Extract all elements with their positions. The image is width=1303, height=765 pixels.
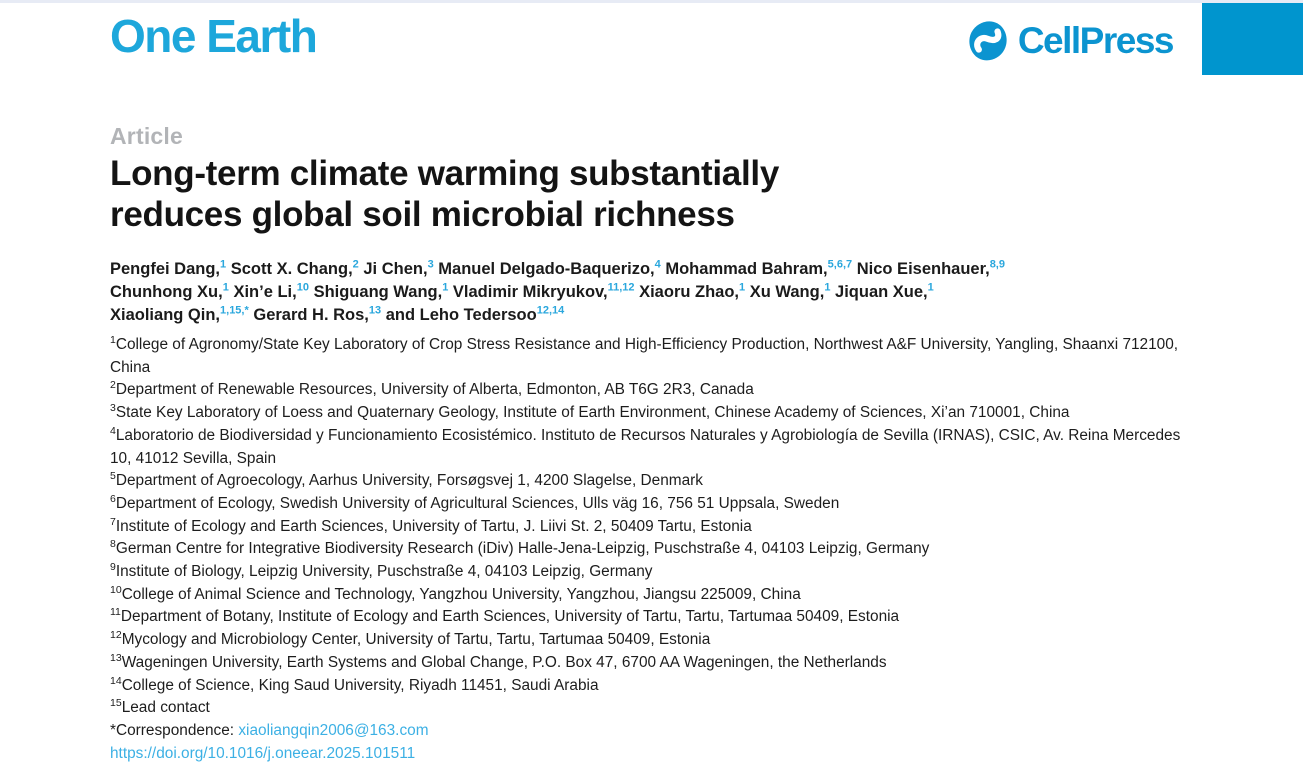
affiliation-line (110, 538, 1202, 561)
author-name: Pengfei Dang, (110, 260, 221, 278)
affiliation-line (110, 470, 1202, 493)
affiliation-text: German Centre for Integrative Biodiversity Research (iDiv) Halle-Jena-Leipzig, Puschstraße 4, 04103 Leipzig, Germany (115, 540, 930, 558)
author-superscript: 2 (352, 258, 359, 271)
correspondence-label: *Correspondence: (110, 721, 239, 739)
affiliation-text: Department of Renewable Resources, University of Alberta, Edmonton, AB T6G 2R3, Canada (115, 381, 754, 399)
affiliation-line (110, 493, 1202, 516)
affiliation-line (110, 402, 1202, 425)
affiliation-text: Mycology and Microbiology Center, University of Tartu, Tartu, Tartumaa 50409, Estonia (121, 631, 711, 649)
correspondence-line (110, 720, 1202, 743)
affiliation-superscript: 11 (110, 606, 121, 619)
affiliation-text: State Key Laboratory of Loess and Quaternary Geology, Institute of Earth Environment, Chinese Academy of Sciences, Xi’an 710001, China (115, 404, 1070, 422)
author-line (110, 304, 1202, 327)
affiliation-line (110, 697, 1202, 720)
author-superscript: 8,9 (989, 258, 1005, 271)
author-superscript: 12,14 (536, 304, 565, 317)
affiliation-superscript: 15 (110, 697, 122, 710)
author-superscript: 11,12 (607, 281, 635, 294)
affiliation-superscript: 13 (110, 651, 122, 664)
affiliation-superscript: 8 (110, 538, 116, 551)
author-name: Xiaoru Zhao, (639, 283, 740, 301)
affiliation-list (110, 334, 1202, 720)
author-superscript: 1 (824, 281, 831, 294)
affiliation-text: Department of Botany, Institute of Ecology and Earth Sciences, University of Tartu, Tartu, Tartumaa 50409, Estonia (120, 608, 900, 626)
author-name: Xu Wang, (749, 283, 825, 301)
author-superscript: 5,6,7 (827, 258, 853, 271)
author-superscript: 13 (368, 304, 382, 317)
author-superscript: 1,15,* (220, 304, 249, 317)
affiliation-superscript: 5 (110, 470, 116, 483)
author-superscript: 10 (296, 281, 309, 294)
publisher-logo (967, 20, 1173, 62)
affiliation-line (110, 425, 1202, 470)
article-title-line1: Long-term climate warming substantially (110, 154, 779, 193)
author-superscript: 1 (220, 258, 227, 271)
publisher-logo-text: CellPress (1017, 20, 1173, 61)
affiliation-superscript: 2 (110, 379, 116, 392)
affiliation-text: College of Agronomy/State Key Laboratory of Crop Stress Resistance and High-Efficiency Production, Northwest A&F University, Yangling, Shaanxi 712100, China (110, 336, 1179, 376)
corner-accent-box (1202, 3, 1303, 75)
journal-logo: One Earth (110, 10, 317, 62)
affiliation-text: Laboratorio de Biodiversidad y Funcionamiento Ecosistémico. Instituto de Recursos Naturales y Agrobiología de Sevilla (IRNAS), CSIC, Av. Reina Mercedes 10, 41012 Sevilla, Spain (110, 426, 1181, 467)
affiliation-text: Lead contact (121, 699, 210, 717)
affiliation-line (110, 584, 1202, 607)
author-superscript: 3 (427, 258, 434, 271)
affiliation-text: Institute of Biology, Leipzig University, Puschstraße 4, 04103 Leipzig, Germany (115, 563, 653, 581)
author-superscript: 1 (739, 281, 746, 294)
affiliation-text: Department of Ecology, Swedish University of Agricultural Sciences, Ulls väg 16, 756 51 Uppsala, Sweden (115, 494, 840, 512)
author-line (110, 258, 1202, 281)
author-name: Xiaoliang Qin, (110, 306, 221, 324)
author-line (110, 281, 1202, 304)
author-name: Chunhong Xu, (110, 283, 223, 301)
affiliation-superscript: 14 (110, 674, 122, 687)
cellpress-icon (967, 20, 1009, 62)
doi-link[interactable]: https://doi.org/10.1016/j.oneear.2025.101511 (110, 744, 416, 762)
author-superscript: 4 (654, 258, 661, 271)
affiliation-superscript: 6 (110, 492, 116, 505)
affiliation-line (110, 334, 1202, 379)
affiliation-superscript: 12 (110, 629, 122, 642)
author-name: Mohammad Bahram, (665, 260, 828, 278)
author-name: Scott X. Chang, (230, 260, 353, 278)
article-title (110, 153, 1202, 235)
affiliation-line (110, 379, 1202, 402)
doi-line (110, 743, 1202, 765)
affiliation-line (110, 606, 1202, 629)
author-superscript: 1 (442, 281, 449, 294)
author-name: Xin’e Li, (233, 283, 297, 301)
author-name: Vladimir Mikryukov, (452, 283, 608, 301)
article-front-matter (110, 123, 1202, 765)
affiliation-line (110, 652, 1202, 675)
affiliation-superscript: 4 (110, 424, 116, 437)
author-name: Nico Eisenhauer, (856, 260, 990, 278)
affiliation-line (110, 516, 1202, 539)
article-title-line2: reduces global soil microbial richness (110, 195, 735, 234)
author-name: Manuel Delgado-Baquerizo, (438, 260, 655, 278)
affiliation-superscript: 3 (110, 401, 116, 414)
affiliation-line (110, 561, 1202, 584)
affiliation-text: Department of Agroecology, Aarhus University, Forsøgsvej 1, 4200 Slagelse, Denmark (115, 472, 703, 490)
author-superscript: 1 (927, 281, 934, 294)
affiliation-text: Wageningen University, Earth Systems and Global Change, P.O. Box 47, 6700 AA Wageningen, the Netherlands (121, 653, 887, 671)
author-name: and Leho Tedersoo (385, 306, 537, 324)
affiliation-superscript: 1 (110, 333, 116, 346)
author-name: Ji Chen, (363, 260, 428, 278)
affiliation-text: College of Animal Science and Technology, Yangzhou University, Yangzhou, Jiangsu 225009, China (121, 585, 801, 603)
correspondence-email-link[interactable]: xiaoliangqin2006@163.com (238, 721, 429, 739)
affiliation-line (110, 675, 1202, 698)
article-type-label: Article (110, 123, 183, 149)
affiliation-superscript: 9 (110, 560, 116, 573)
author-list (110, 258, 1202, 327)
author-name: Gerard H. Ros, (253, 306, 369, 324)
affiliation-superscript: 10 (110, 583, 122, 596)
author-superscript: 1 (222, 281, 229, 294)
affiliation-line (110, 629, 1202, 652)
author-name: Jiquan Xue, (835, 283, 928, 301)
affiliation-superscript: 7 (110, 515, 116, 528)
affiliation-text: Institute of Ecology and Earth Sciences, University of Tartu, J. Liivi St. 2, 50409 Tartu, Estonia (115, 517, 752, 535)
affiliation-text: College of Science, King Saud University, Riyadh 11451, Saudi Arabia (121, 676, 599, 694)
author-name: Shiguang Wang, (313, 283, 443, 301)
